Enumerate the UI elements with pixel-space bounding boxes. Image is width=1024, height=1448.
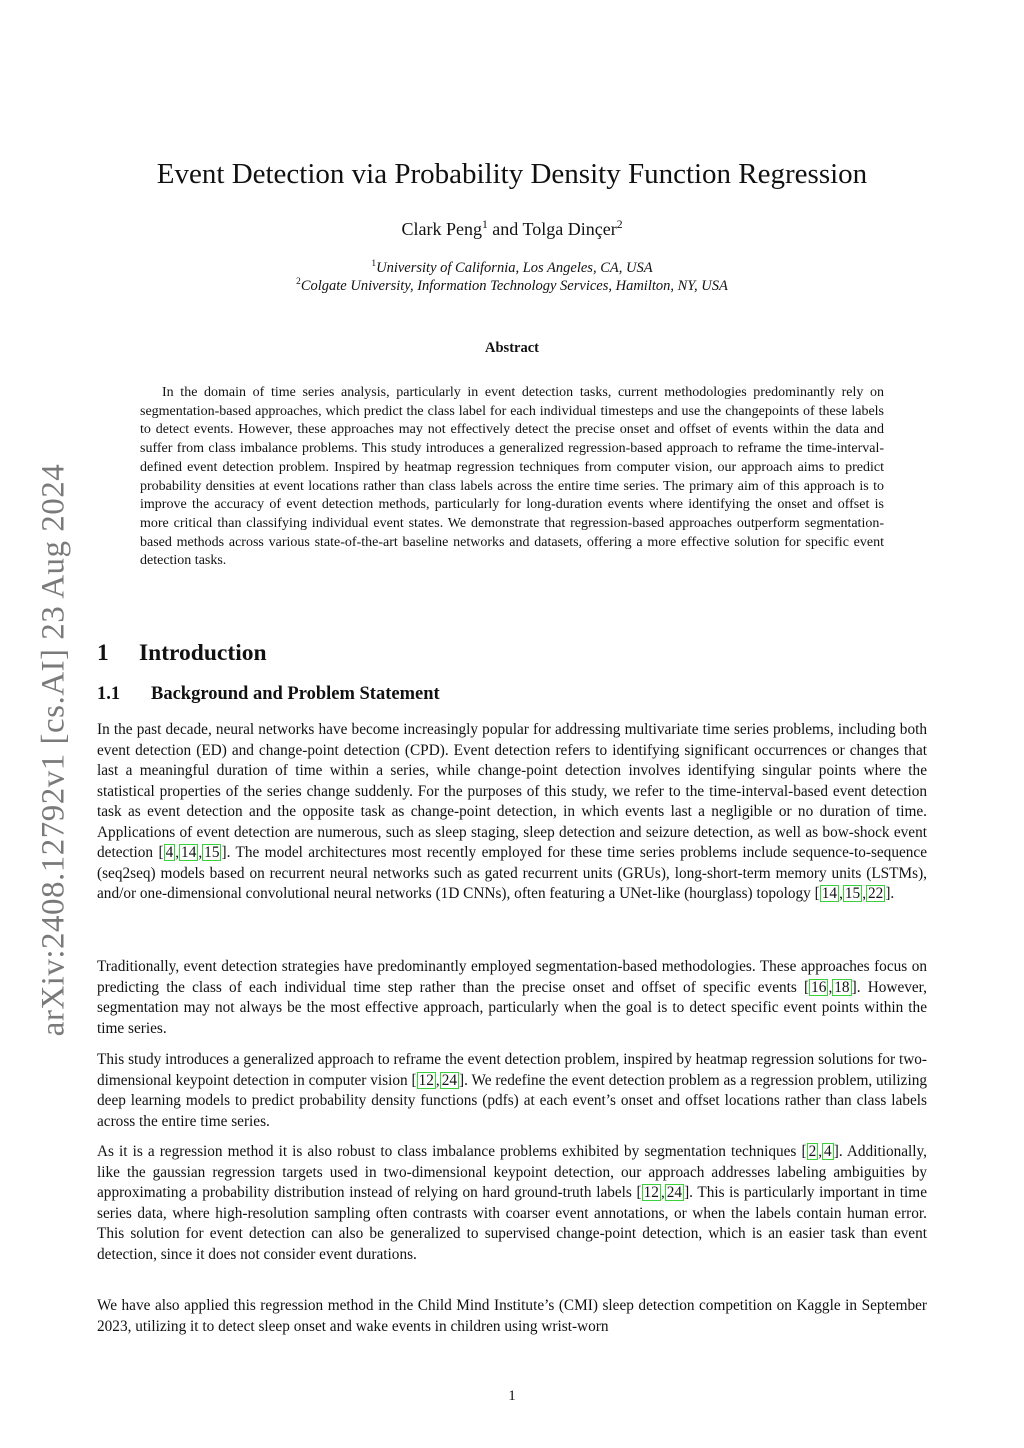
citation-link[interactable]: 14 xyxy=(821,885,838,902)
affiliation-mark: 1 xyxy=(371,259,377,269)
citation-link[interactable]: 12 xyxy=(418,1071,434,1089)
author-line xyxy=(0,218,1024,240)
citation-link[interactable]: 14 xyxy=(181,844,197,861)
citation-link[interactable]: 2 xyxy=(808,1143,817,1160)
citation-link[interactable]: 18 xyxy=(834,978,850,996)
affiliation-text: Colgate University, Information Technology Services, Hamilton, NY, USA xyxy=(300,277,728,294)
paragraph-text: Traditionally, event detection strategies have predominantly employed segmentation-based methodologies. These approaches focus on predicting the class of each individual time step rather than the precise onset and offset of specific events xyxy=(97,958,927,996)
citation-link[interactable]: 15 xyxy=(204,844,220,861)
citation-link[interactable]: 16 xyxy=(811,978,827,996)
citation-separator: , xyxy=(818,1143,823,1160)
paragraph-text: . This is particularly important in time series data, where high-resolution sampling often contrasts with coarser event annotations, or when the labels contain human error. This solution for event detection can also be generalized to supervised change-point detection, which is an easier task than event detection, since it does not consider event durations. xyxy=(97,1184,927,1263)
body-paragraph xyxy=(97,1296,927,1337)
citation-separator: , xyxy=(175,844,180,861)
citation-separator: , xyxy=(862,885,867,902)
body-paragraph: This study introduces a generalized approach to reframe the event detection problem, inspired by heatmap regression solutions for two-dimensional keypoint detection in computer vision [ 12 , 24 ]. We redefine the event detection problem as a regression problem, utilizing deep learning models to predict probability density functions (pdfs) at each event’s onset and offset locations rather than class labels across the entire time series. xyxy=(97,1051,927,1130)
author-conjunction: and xyxy=(492,219,519,239)
paragraph-text: . Additionally, like the gaussian regression targets used in two-dimensional keypoint detection, our approach addresses labeling ambiguities by approximating a probability distribution instead of relying on hard ground-truth labels xyxy=(97,1143,928,1201)
page-number: 1 xyxy=(508,1388,516,1404)
affiliation xyxy=(0,259,1024,277)
section-title: Introduction xyxy=(139,640,267,666)
paper-title: Event Detection via Probability Density Function Regression xyxy=(156,158,868,190)
citation-separator: , xyxy=(198,844,203,861)
author-name: Tolga Dinçer xyxy=(522,219,617,239)
author-affiliation-mark: 1 xyxy=(481,218,488,231)
body-paragraph: As it is a regression method it is also robust to class imbalance problems exhibited by segmentation techniques [ 2 , 4 ]. Additionally, like the gaussian regression targets used in two-dimensional keypoint detection, our approach addresses labeling ambiguities by approximating a probability distribution instead of relying on hard ground-truth labels [ 12 , 24 ]. This is particularly important in time series data, where high-resolution sampling often contrasts with coarser event annotations, or when the labels contain human error. This solution for event detection can also be generalized to supervised change-point detection, which is an easier task than event detection, since it does not consider event durations. xyxy=(97,1143,928,1263)
section-number: 1 xyxy=(97,640,109,666)
citation-link[interactable]: 24 xyxy=(666,1184,683,1201)
arxiv-identifier: arXiv:2408.12792v1 [cs.AI] 23 Aug 2024 xyxy=(35,463,72,1037)
paragraph-text: . xyxy=(890,885,895,902)
section-heading xyxy=(97,640,267,667)
citation-link[interactable]: 24 xyxy=(441,1071,457,1089)
paragraph-text: As it is a regression method it is also robust to class imbalance problems exhibited by segmentation techniques xyxy=(97,1143,802,1160)
citation-link[interactable]: 22 xyxy=(868,885,884,902)
citation-separator: , xyxy=(435,1071,440,1089)
abstract-text: In the domain of time series analysis, particularly in event detection tasks, current methodologies predominantly rely on segmentation-based approaches, which predict the class label for each individual timesteps and use the changepoints of these labels to detect events. However, these approaches may not effectively detect the precise onset and offset of events within the data and suffer from class imbalance problems. This study introduces a generalized regression-based approach to reframe the time-interval-defined event detection problem. Inspired by heatmap regression techniques from computer vision, our approach aims to predict probability densities at event locations rather than class labels across the entire time series. The primary aim of this approach is to improve the accuracy of event detection methods, particularly for long-duration events where identifying the onset and offset is more critical than classifying individual event states. We demonstrate that regression-based approaches outperform segmentation-based methods across various state-of-the-art baseline networks and datasets, offering a more effective solution for specific event detection tasks. xyxy=(140,385,884,569)
citation-link[interactable]: 4 xyxy=(824,1143,832,1160)
paragraph-text: . However, segmentation may not always be the most effective approach, particularly when the goal is to detect specific event points within the time series. xyxy=(97,978,927,1037)
body-paragraph: In the past decade, neural networks have become increasingly popular for addressing multivariate time series problems, including both event detection (ED) and change-point detection (CPD). Event detection refers to identifying significant occurrences or changes that last a meaningful duration of time within a series, while change-point detection involves identifying singular points where the statistical properties of the series change suddenly. For the purposes of this study, we refer to the time-interval-based event detection task as event detection and the opposite task as change-point detection, in which events last a negligible or no duration of time. Applications of event detection are numerous, such as sleep staging, sleep detection and seizure detection, as well as bow-shock event detection [ 4 , 14 , 15 ]. The model architectures most recently employed for these time series problems include sequence-to-sequence (seq2seq) models based on recurrent neural networks such as gated recurrent units (GRUs), long-short-term memory units (LSTMs), and/or one-dimensional convolutional neural networks (1D CNNs), often featuring a UNet-like (hourglass) topology [ 14 , 15 , 22 ]. xyxy=(97,721,927,902)
citation-separator: , xyxy=(660,1184,665,1201)
author-name: Clark Peng xyxy=(401,219,482,239)
subsection-title: Background and Problem Statement xyxy=(151,684,440,704)
paragraph-text: In the past decade, neural networks have become increasingly popular for addressing multivariate time series problems, including both event detection (ED) and change-point detection (CPD). Event detection refers to identifying significant occurrences or changes that last a meaningful duration of time within a series, while change-point detection involves identifying singular points where the statistical properties of the series change suddenly. For the purposes of this study, we refer to the time-interval-based event detection task as event detection and the opposite task as change-point detection, in which events last a negligible or no duration of time. Applications of event detection are numerous, such as sleep staging, sleep detection and seizure detection, as well as bow-shock event detection xyxy=(97,721,927,861)
citation-separator: , xyxy=(839,885,843,902)
subsection-heading xyxy=(97,684,440,705)
abstract-heading: Abstract xyxy=(485,340,539,356)
paragraph-text: . The model architectures most recently employed for these time series problems include sequence-to-sequence (seq2seq) models based on recurrent neural networks such as gated recurrent units (GRUs), long-short-term memory units (LSTMs), and/or one-dimensional convolutional neural networks (1D CNNs), often featuring a UNet-like (hourglass) topology xyxy=(97,844,927,902)
affiliation xyxy=(0,277,1024,295)
subsection-number: 1.1 xyxy=(97,684,121,704)
paragraph-text: This study introduces a generalized approach to reframe the event detection problem, inspired by heatmap regression solutions for two-dimensional keypoint detection in computer vision xyxy=(97,1051,927,1089)
body-paragraph: Traditionally, event detection strategies have predominantly employed segmentation-based methodologies. These approaches focus on predicting the class of each individual time step rather than the precise onset and offset of specific events [ 16 , 18 ]. However, segmentation may not always be the most effective approach, particularly when the goal is to detect specific event points within the time series. xyxy=(97,958,927,1037)
paragraph-text: . We redefine the event detection problem as a regression problem, utilizing deep learning models to predict probability density functions (pdfs) at each event’s onset and offset locations rather than class labels across the entire time series. xyxy=(97,1071,927,1130)
author-affiliation-mark: 2 xyxy=(616,218,623,231)
paragraph-text: We have also applied this regression method in the Child Mind Institute’s (CMI) sleep detection competition on Kaggle in September 2023, utilizing it to detect sleep onset and wake events in children using wrist-worn xyxy=(97,1297,927,1335)
citation-link[interactable]: 4 xyxy=(165,844,174,861)
affiliation-text: University of California, Los Angeles, CA, USA xyxy=(376,259,653,276)
affiliation-mark: 2 xyxy=(296,277,301,287)
citation-separator: , xyxy=(828,978,833,996)
citation-link[interactable]: 15 xyxy=(844,885,861,902)
citation-link[interactable]: 12 xyxy=(643,1184,659,1201)
